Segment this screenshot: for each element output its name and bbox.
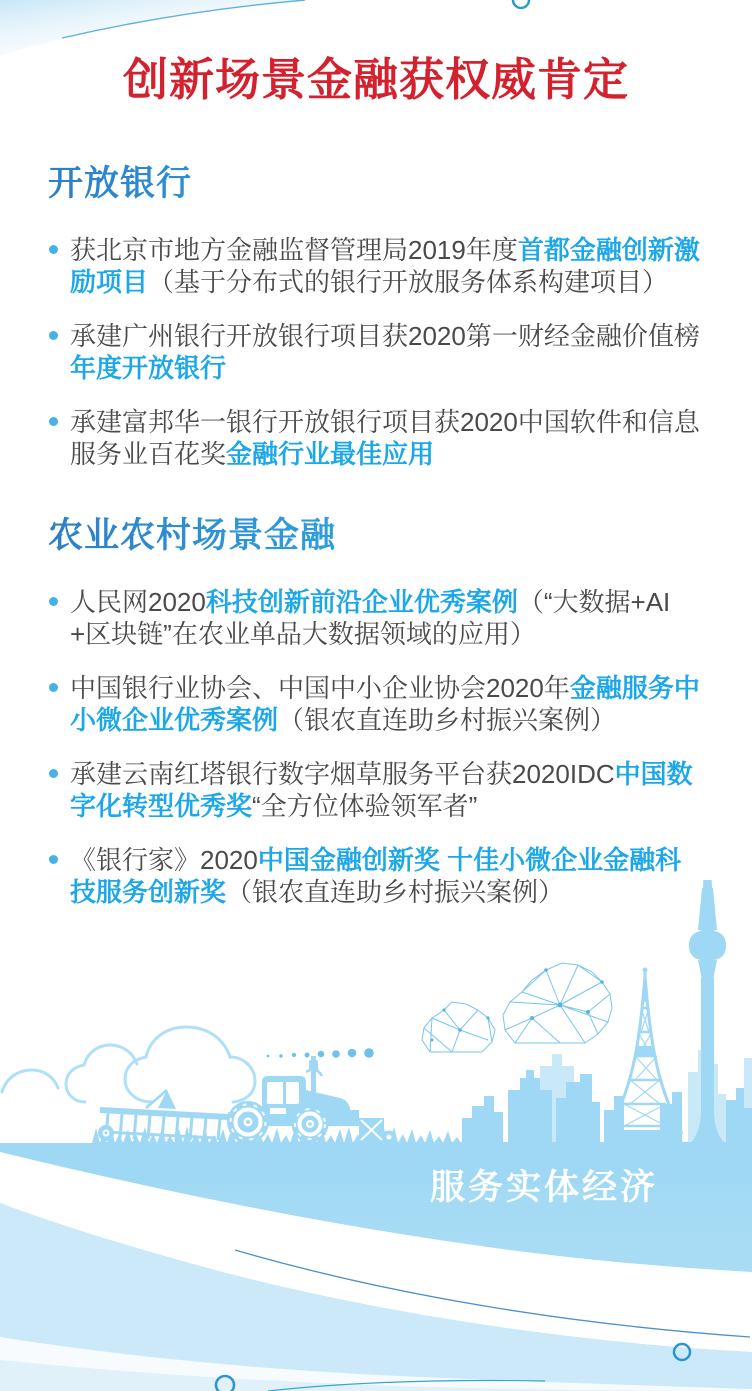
bullet-dot-icon <box>49 331 58 340</box>
cloud-outline-icon <box>2 1027 255 1102</box>
page-title: 创新场景金融获权威肯定 <box>122 54 629 105</box>
tractor-illustration <box>54 1056 752 1184</box>
sections-container <box>48 156 704 908</box>
section-heading: 开放银行 <box>48 156 704 206</box>
award-list <box>48 586 704 908</box>
bullet-dot-icon <box>49 683 58 692</box>
award-text: 承建广州银行开放银行项目获2020第一财经金融价值榜 <box>70 320 700 351</box>
award-text: （基于分布式的银行开放服务体系构建项目） <box>148 266 669 297</box>
award-item <box>48 234 704 298</box>
award-text: 承建云南红塔银行数字烟草服务平台获2020IDC <box>70 758 615 789</box>
award-name-highlight: 金融行业最佳应用 <box>226 438 435 469</box>
award-item <box>48 320 704 384</box>
wireframe-cloud-icon <box>422 963 612 1052</box>
content-column <box>48 54 704 930</box>
award-text: （银农直连助乡村振兴案例） <box>226 876 565 907</box>
bullet-dot-icon <box>49 417 58 426</box>
award-text: 《银行家》2020 <box>70 844 258 875</box>
award-text: 获北京市地方金融监督管理局2019年度 <box>70 234 518 265</box>
award-text: （银农直连助乡村振兴案例） <box>278 704 617 735</box>
award-text: 人民网2020 <box>70 586 206 617</box>
award-name-highlight: 首都金融创新激励项目 <box>70 234 700 297</box>
bullet-dot-icon <box>49 769 58 778</box>
bullet-dot-icon <box>49 245 58 254</box>
award-item <box>48 586 704 650</box>
bottom-illustration <box>0 880 752 1391</box>
award-item <box>48 406 704 470</box>
award-text: （“大数据+AI+区块链”在农业单品大数据领域的应用） <box>70 586 671 649</box>
award-list <box>48 234 704 470</box>
award-text: “全方位体验领军者” <box>252 790 478 821</box>
award-text: 承建富邦华一银行开放银行项目获2020中国软件和信息服务业百花奖 <box>70 406 700 469</box>
award-text: 中国银行业协会、中国中小企业协会2020年 <box>70 672 570 703</box>
bullet-dot-icon <box>49 855 58 864</box>
footer-slogan: 服务实体经济 <box>430 1168 659 1207</box>
award-name-highlight: 科技创新前沿企业优秀案例 <box>205 586 518 617</box>
ring-icon <box>513 0 529 8</box>
award-item <box>48 672 704 736</box>
bullet-dot-icon <box>49 597 58 606</box>
award-name-highlight: 中国数字化转型优秀奖 <box>70 758 693 821</box>
corner-wedge-shape <box>0 0 295 56</box>
award-name-highlight: 金融服务中小微企业优秀案例 <box>70 672 700 735</box>
award-item <box>48 758 704 822</box>
section-heading: 农业农村场景金融 <box>48 508 704 558</box>
award-name-highlight: 中国金融创新奖 十佳小微企业金融科技服务创新奖 <box>70 844 682 907</box>
award-name-highlight: 年度开放银行 <box>70 352 227 383</box>
dotted-connector <box>267 1048 374 1058</box>
